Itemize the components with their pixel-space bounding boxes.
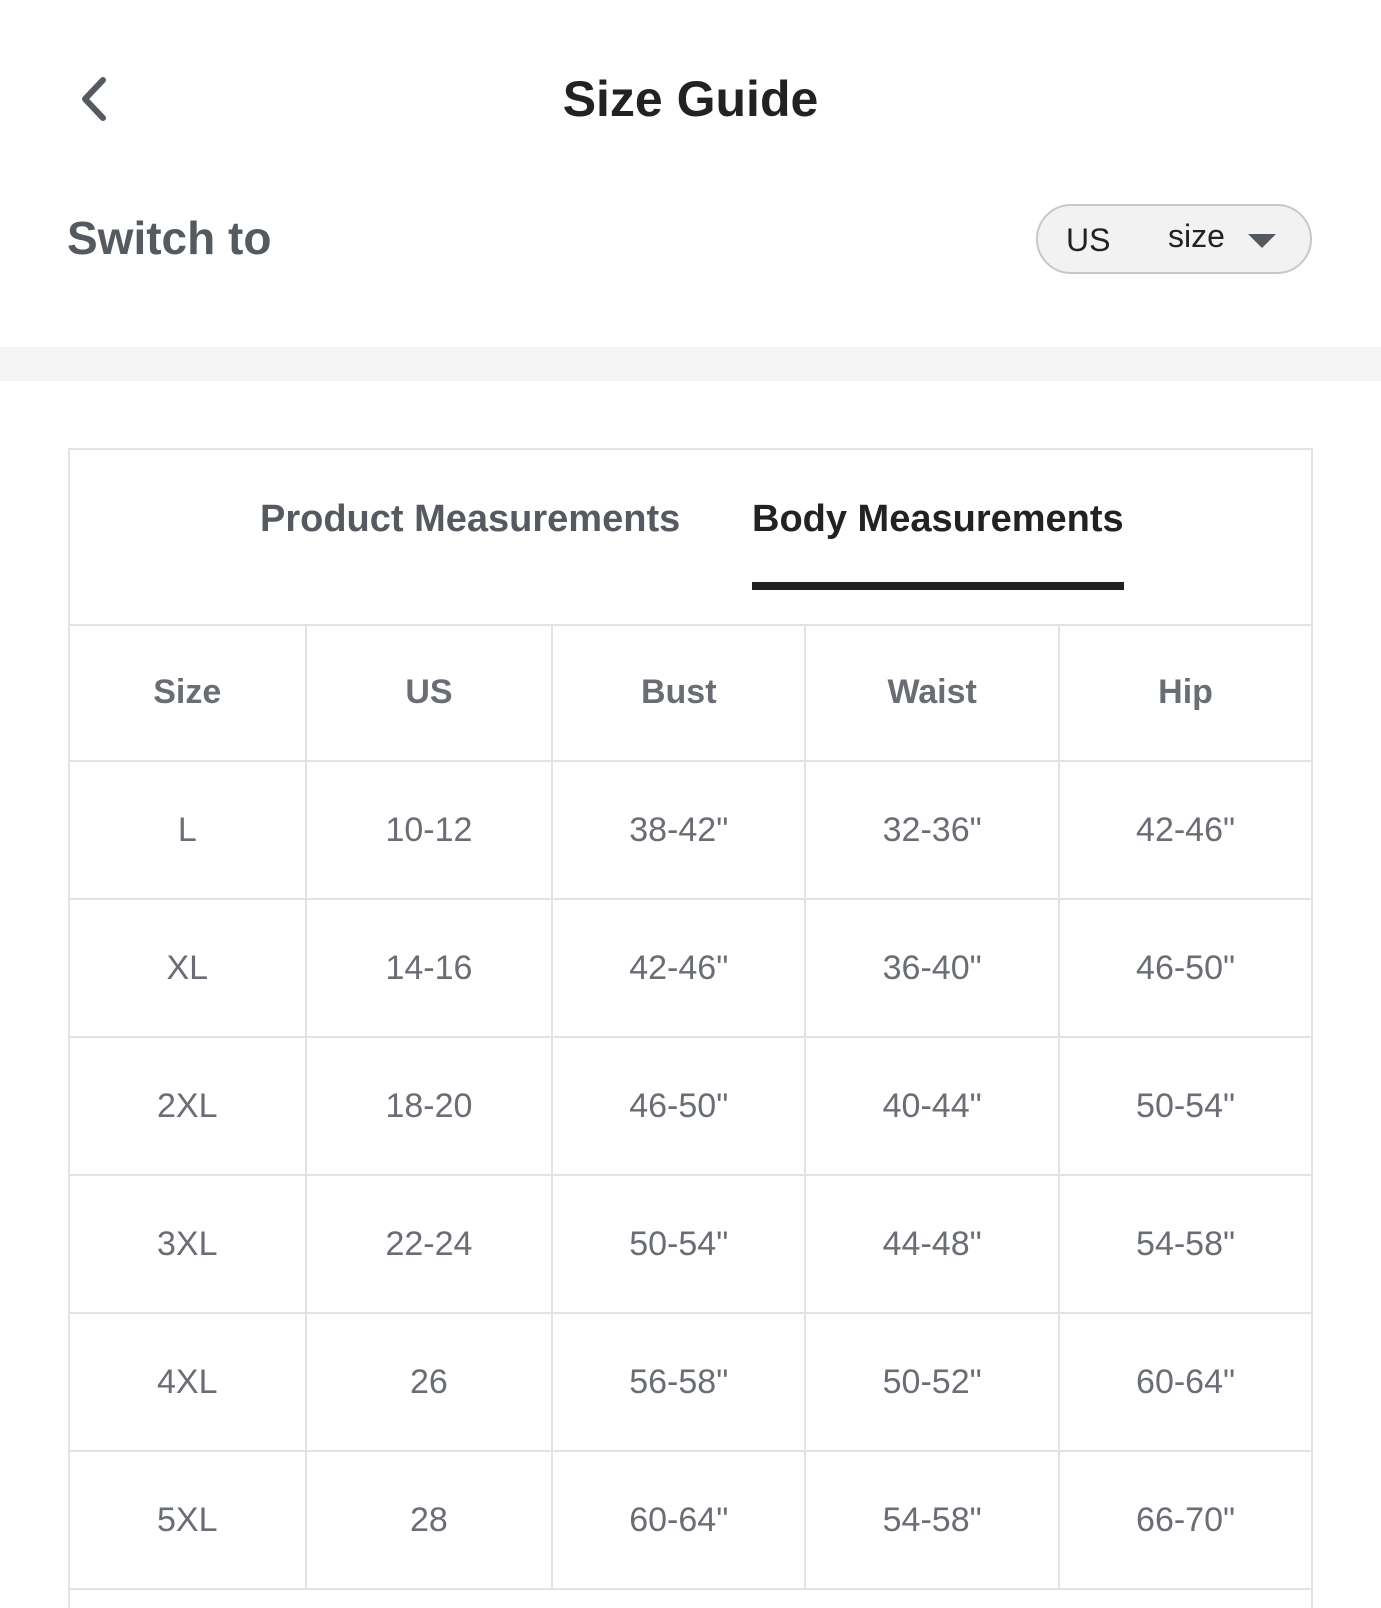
cell-size: L (70, 761, 306, 899)
tab-body-measurements[interactable]: Body Measurements (752, 498, 1124, 540)
size-select-word: size (1168, 218, 1225, 254)
cell-us: 26 (306, 1313, 553, 1451)
cell-bust: 50-54" (552, 1175, 805, 1313)
cell-us: 10-12 (306, 761, 553, 899)
page-title: Size Guide (562, 71, 819, 127)
size-select-unit: US (1066, 222, 1111, 258)
cell-size: 4XL (70, 1313, 306, 1451)
cell-size: XL (70, 899, 306, 1037)
cell-bust: 42-46" (552, 899, 805, 1037)
cell-size: 2XL (70, 1037, 306, 1175)
table-row (70, 1451, 1311, 1589)
cell-hip: 42-46" (1059, 761, 1311, 899)
section-divider (0, 347, 1381, 381)
cell-us: 28 (306, 1451, 553, 1589)
column-header-bust: Bust (552, 624, 805, 761)
cell-waist: 50-52" (805, 1313, 1059, 1451)
size-table (70, 624, 1311, 1590)
table-row (70, 1175, 1311, 1313)
column-header-hip: Hip (1059, 624, 1311, 761)
cell-us: 14-16 (306, 899, 553, 1037)
cell-waist: 32-36" (805, 761, 1059, 899)
cell-waist: 40-44" (805, 1037, 1059, 1175)
switch-row (0, 190, 1381, 340)
cell-waist: 36-40" (805, 899, 1059, 1037)
column-header-waist: Waist (805, 624, 1059, 761)
cell-hip: 46-50" (1059, 899, 1311, 1037)
measurement-tabs (70, 450, 1311, 626)
active-tab-indicator (752, 582, 1124, 590)
cell-us: 18-20 (306, 1037, 553, 1175)
caret-down-icon (1248, 232, 1276, 250)
cell-bust: 38-42" (552, 761, 805, 899)
table-row (70, 1313, 1311, 1451)
table-row (70, 1037, 1311, 1175)
column-header-size: Size (70, 624, 306, 761)
cell-hip: 66-70" (1059, 1451, 1311, 1589)
size-unit-select[interactable] (1036, 204, 1312, 274)
cell-bust: 56-58" (552, 1313, 805, 1451)
cell-hip: 50-54" (1059, 1037, 1311, 1175)
column-header-us: US (306, 624, 553, 761)
cell-hip: 54-58" (1059, 1175, 1311, 1313)
table-row (70, 761, 1311, 899)
size-guide-card (68, 448, 1313, 1608)
switch-label: Switch to (67, 212, 272, 264)
cell-waist: 54-58" (805, 1451, 1059, 1589)
cell-us: 22-24 (306, 1175, 553, 1313)
cell-bust: 46-50" (552, 1037, 805, 1175)
table-row (70, 899, 1311, 1037)
header (0, 0, 1381, 190)
cell-size: 5XL (70, 1451, 306, 1589)
tab-product-measurements[interactable]: Product Measurements (260, 498, 681, 540)
cell-size: 3XL (70, 1175, 306, 1313)
table-header-row (70, 624, 1311, 761)
cell-waist: 44-48" (805, 1175, 1059, 1313)
cell-bust: 60-64" (552, 1451, 805, 1589)
cell-hip: 60-64" (1059, 1313, 1311, 1451)
